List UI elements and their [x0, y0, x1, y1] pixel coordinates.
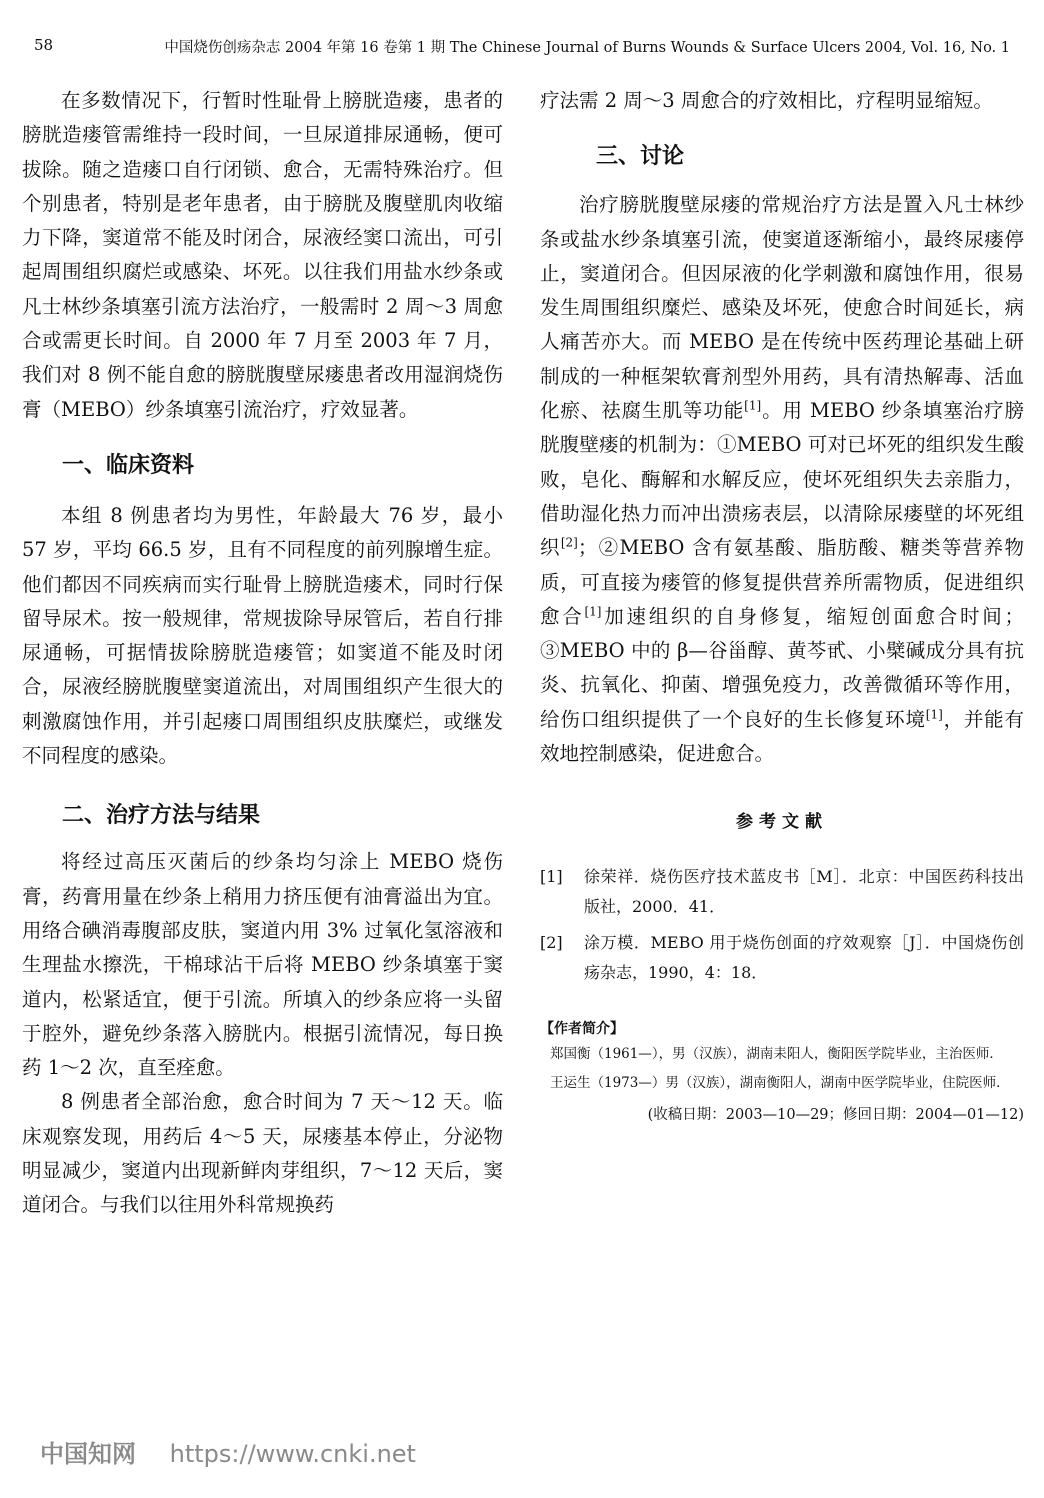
discussion-text-1: 治疗膀胱腹壁尿瘘的常规治疗方法是置入凡士林纱条或盐水纱条填塞引流，使窦道逐渐缩小，最终尿瘘停止，窦道闭合。但因尿液的化学刺激和腐蚀作用，很易发生周围组织糜烂、感染及坏死，使愈合时间延长，病人痛苦亦大。而 MEBO 是在传统中医药理论基础上研制成的一种框架软膏剂型外用药，具有清热解毒、活血化瘀、祛腐生肌等功能 — [540, 193, 1024, 423]
reference-text: 涂万模．MEBO 用于烧伤创面的疗效观察［J］．中国烧伤创疡杂志，1990，4：18． — [584, 932, 1024, 982]
author-info: 王运生（1973—）男（汉族），湖南衡阳人，湖南中医学院毕业，住院医师． — [550, 1074, 1010, 1091]
discussion-paragraph — [540, 188, 1024, 771]
left-column — [22, 84, 503, 1223]
citation: [1] — [925, 707, 943, 722]
reference-number: [2] — [540, 932, 563, 952]
citation: [1] — [584, 604, 602, 619]
watermark-footer — [40, 1434, 416, 1469]
results-paragraph: 8 例患者全部治愈，愈合时间为 7 天～12 天。临床观察发现，用药后 4～5 天，尿瘘基本停止，分泌物明显减少，窦道内出现新鲜肉芽组织，7～12 天后，窦道闭合。与我们以往用外科常规换药 — [22, 1090, 503, 1217]
section-heading-treatment: 二、治疗方法与结果 — [62, 803, 261, 829]
discussion-text-3: ；②MEBO 含有氨基酸、脂肪酸、糖类等营养物质，可直接为瘘管的修复提供营养所需物质，促进组织愈合 — [540, 536, 1024, 628]
section-heading-clinical-data: 一、临床资料 — [62, 452, 195, 478]
intro-paragraph: 在多数情况下，行暂时性耻骨上膀胱造瘘，患者的膀胱造瘘管需维持一段时间，一旦尿道排尿通畅，便可拔除。随之造瘘口自行闭锁、愈合，无需特殊治疗。但个别患者，特别是老年患者，由于膀胱及腹壁肌肉收缩力下降，窦道常不能及时闭合，尿液经窦口流出，可引起周围组织腐烂或感染、坏死。以往我们用盐水纱条或凡士林纱条填塞引流方法治疗，一般需时 2 周～3 周愈合或需更长时间。自 2000 年 7 月至 2003 年 7 月，我们对 8 例不能自愈的膀胱腹壁尿瘘患者改用湿润烧伤膏（MEBO）纱条填塞引流治疗，疗效显著。 — [22, 89, 503, 421]
citation: [2] — [560, 535, 578, 550]
reference-number: [1] — [540, 866, 563, 886]
cnki-brand: 中国知网 — [40, 1440, 136, 1468]
reference-text: 徐荣祥．烧伤医疗技术蓝皮书［M］．北京：中国医药科技出版社，2000．41． — [584, 866, 1024, 916]
clinical-data-paragraph: 本组 8 例患者均为男性，年龄最大 76 岁，最小 57 岁，平均 66.5 岁，且有不同程度的前列腺增生症。他们都因不同疾病而实行耻骨上膀胱造瘘术，同时行保留导尿术。按一般规律，常规拔除导尿管后，若自行排尿通畅，可据情拔除膀胱造瘘管；如窦道不能及时闭合，尿液经膀胱腹壁窦道流出，对周围组织产生很大的刺激腐蚀作用，并引起瘘口周围组织皮肤糜烂，或继发不同程度的感染。 — [22, 503, 503, 768]
discussion-text-2: 。用 MEBO 纱条填塞治疗膀胱腹壁瘘的机制为：①MEBO 可对已坏死的组织发生酸败，皂化、酶解和水解反应，使坏死组织失去亲脂力，借助湿化热力而冲出溃疡表层，以清除尿瘘壁的坏死组织 — [540, 399, 1024, 560]
author-info-heading: 【作者简介】 — [540, 1020, 624, 1037]
reference-item — [540, 928, 1024, 988]
page-header — [34, 36, 1010, 60]
author-info: 郑国衡（1961—），男（汉族），湖南耒阳人，衡阳医学院毕业，主治医师． — [550, 1045, 1003, 1062]
journal-running-title: 中国烧伤创疡杂志 2004 年第 16 卷第 1 期 The Chinese Journal of Burns Wounds & Surface Ulcers 2004, Vol. 16, No. 1 — [164, 40, 1010, 56]
treatment-paragraph: 将经过高压灭菌后的纱条均匀涂上 MEBO 烧伤膏，药膏用量在纱条上稍用力挤压便有油膏溢出为宜。用络合碘消毒腹部皮肤，窦道内用 3% 过氧化氢溶液和生理盐水擦洗，干棉球沾干后将 MEBO 纱条填塞于窦道内，松紧适宜，便于引流。所填入的纱条应将一头留于腔外，避免纱条落入膀胱内。根据引流情况，每日换药 1～2 次，直至痊愈。 — [22, 850, 503, 1080]
received-dates: (收稿日期：2003—10—29；修回日期：2004—01—12) — [647, 1106, 1024, 1123]
cnki-url: https://www.cnki.net — [169, 1440, 416, 1468]
references-heading: 参考文献 — [736, 812, 828, 833]
reference-item — [540, 862, 1024, 922]
page-number: 58 — [34, 36, 54, 54]
results-continued-paragraph: 疗法需 2 周～3 周愈合的疗效相比，疗程明显缩短。 — [540, 89, 993, 112]
section-heading-discussion: 三、讨论 — [596, 144, 685, 170]
right-column — [540, 84, 1024, 1128]
discussion-text-5: ，并能有效地控制感染，促进愈合。 — [540, 707, 1024, 766]
discussion-text-4: 加速组织的自身修复，缩短创面愈合时间；③MEBO 中的 β—谷甾醇、黄芩甙、小檗碱成分具有抗炎、抗氧化、抑菌、增强免疫力，改善微循环等作用，给伤口组织提供了一个良好的生长修复环境 — [540, 604, 1024, 731]
citation: [1] — [744, 398, 762, 413]
